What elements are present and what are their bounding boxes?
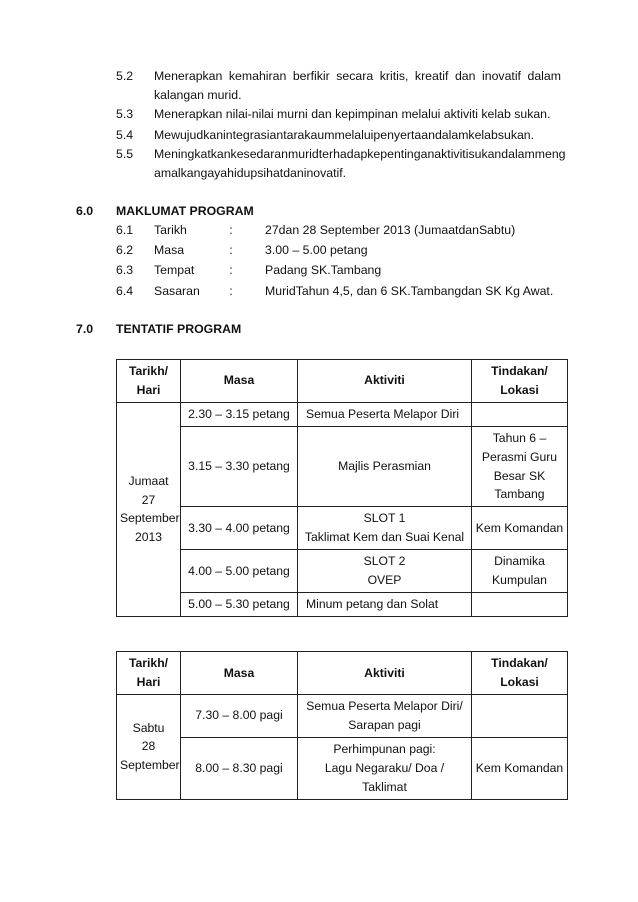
day-text: 2013 [134,530,163,545]
header-text: Tarikh/ [128,656,169,671]
activity-text: SLOT 2 [363,554,406,569]
info-label: Tarikh [154,223,187,237]
header-action-location [472,652,568,695]
activity-cell [298,507,472,550]
schedule-table-friday [116,359,568,617]
header-text: Lokasi [500,382,539,397]
day-text: Jumaat [128,473,169,488]
activity-text: Sarapan pagi [348,717,421,732]
info-number: 6.1 [116,223,134,237]
action-text: Tambang [494,487,545,502]
day-cell [117,402,181,616]
header-activity: Aktiviti [298,360,472,403]
time-cell: 7.30 – 8.00 pagi [181,695,298,738]
header-text: Tindakan/ [491,656,548,671]
activity-cell [298,550,472,593]
objective-text: Mewujudkanintegrasiantarakaummelaluipenyertaandalamkelabsukan. [154,128,535,142]
objective-number: 5.5 [116,147,134,161]
time-cell: 8.00 – 8.30 pagi [181,737,298,799]
info-value: Padang SK.Tambang [265,263,382,277]
day-text: Sabtu [132,720,165,735]
info-number: 6.2 [116,243,134,257]
objective-text: Menerapkan kemahiran berfikir secara kritis, kreatif dan inovatif dalam [154,69,561,83]
action-cell [472,426,568,507]
header-activity: Aktiviti [298,652,472,695]
activity-text: OVEP [367,573,402,588]
section-number: 7.0 [76,322,94,336]
action-text: Tahun 6 – [492,430,547,445]
day-text: September [120,758,180,773]
info-label: Masa [154,243,185,257]
day-text: 28 [141,739,156,754]
time-cell: 3.15 – 3.30 petang [181,426,298,507]
objective-number: 5.4 [116,128,134,142]
activity-cell: Majlis Perasmian [298,426,472,507]
activity-cell: Minum petang dan Solat [298,593,472,617]
day-text: September [120,511,180,526]
action-cell: Kem Komandan [472,737,568,799]
info-value: 3.00 – 5.00 petang [265,243,368,257]
header-date-day [117,652,181,695]
day-text: 27 [141,492,156,507]
header-text: Tarikh/ [128,364,169,378]
section-title: MAKLUMAT PROGRAM [116,204,254,218]
header-text: Lokasi [500,675,539,689]
activity-cell [298,695,472,738]
objective-text: Meningkatkankesedaranmuridterhadapkepentinganaktivitisukandalammeng [154,147,566,161]
action-text: Kumpulan [492,573,547,588]
info-number: 6.3 [116,263,134,277]
action-text: Dinamika [494,554,545,569]
action-cell: Kem Komandan [472,507,568,550]
time-cell: 3.30 – 4.00 petang [181,507,298,550]
header-time: Masa [181,360,298,403]
info-colon: : [229,263,233,277]
section-title: TENTATIF PROGRAM [116,322,242,336]
action-cell [472,593,568,617]
activity-text: Lagu Negaraku/ Doa / [324,760,445,775]
day-cell [117,695,181,800]
table-row [117,695,568,738]
table-header-row [117,360,568,403]
info-colon: : [229,243,233,257]
schedule-table-saturday [116,651,568,800]
table-row [117,737,568,799]
header-action-location [472,360,568,403]
header-time: Masa [181,652,298,695]
action-text: Perasmi Guru [481,449,558,464]
info-colon: : [229,284,233,298]
info-number: 6.4 [116,284,134,298]
time-cell: 2.30 – 3.15 petang [181,402,298,426]
info-label: Sasaran [154,284,200,298]
activity-text: Semua Peserta Melapor Diri/ [306,699,463,713]
section-number: 6.0 [76,204,94,218]
objective-text-continued: amalkangayahidupsihatdaninovatif. [154,166,347,180]
action-cell [472,402,568,426]
activity-cell: Semua Peserta Melapor Diri [298,402,472,426]
table-header-row [117,652,568,695]
table-row [117,402,568,426]
activity-text: Perhimpunan pagi: [333,741,436,756]
action-cell [472,695,568,738]
table-row [117,550,568,593]
header-date-day [117,360,181,403]
header-text: Hari [136,675,161,689]
objective-number: 5.3 [116,107,134,121]
time-cell: 5.00 – 5.30 petang [181,593,298,617]
info-value: MuridTahun 4,5, dan 6 SK.Tambangdan SK Kg Awat. [265,284,554,298]
action-cell [472,550,568,593]
info-value: 27dan 28 September 2013 (JumaatdanSabtu) [265,223,516,237]
objective-text: Menerapkan nilai-nilai murni dan kepimpinan melalui aktiviti kelab sukan. [154,107,551,121]
table-row [117,593,568,617]
info-label: Tempat [154,263,195,277]
action-text: Besar SK [493,468,546,483]
activity-cell [298,737,472,799]
header-text: Hari [136,382,161,397]
info-colon: : [229,223,233,237]
objective-text-continued: kalangan murid. [154,88,242,102]
header-text: Tindakan/ [491,364,548,378]
objective-number: 5.2 [116,69,134,83]
activity-text: SLOT 1 [363,511,406,526]
time-cell: 4.00 – 5.00 petang [181,550,298,593]
table-row [117,507,568,550]
activity-text: Taklimat [362,779,407,794]
activity-text: Taklimat Kem dan Suai Kenal [304,530,465,545]
table-row [117,426,568,507]
